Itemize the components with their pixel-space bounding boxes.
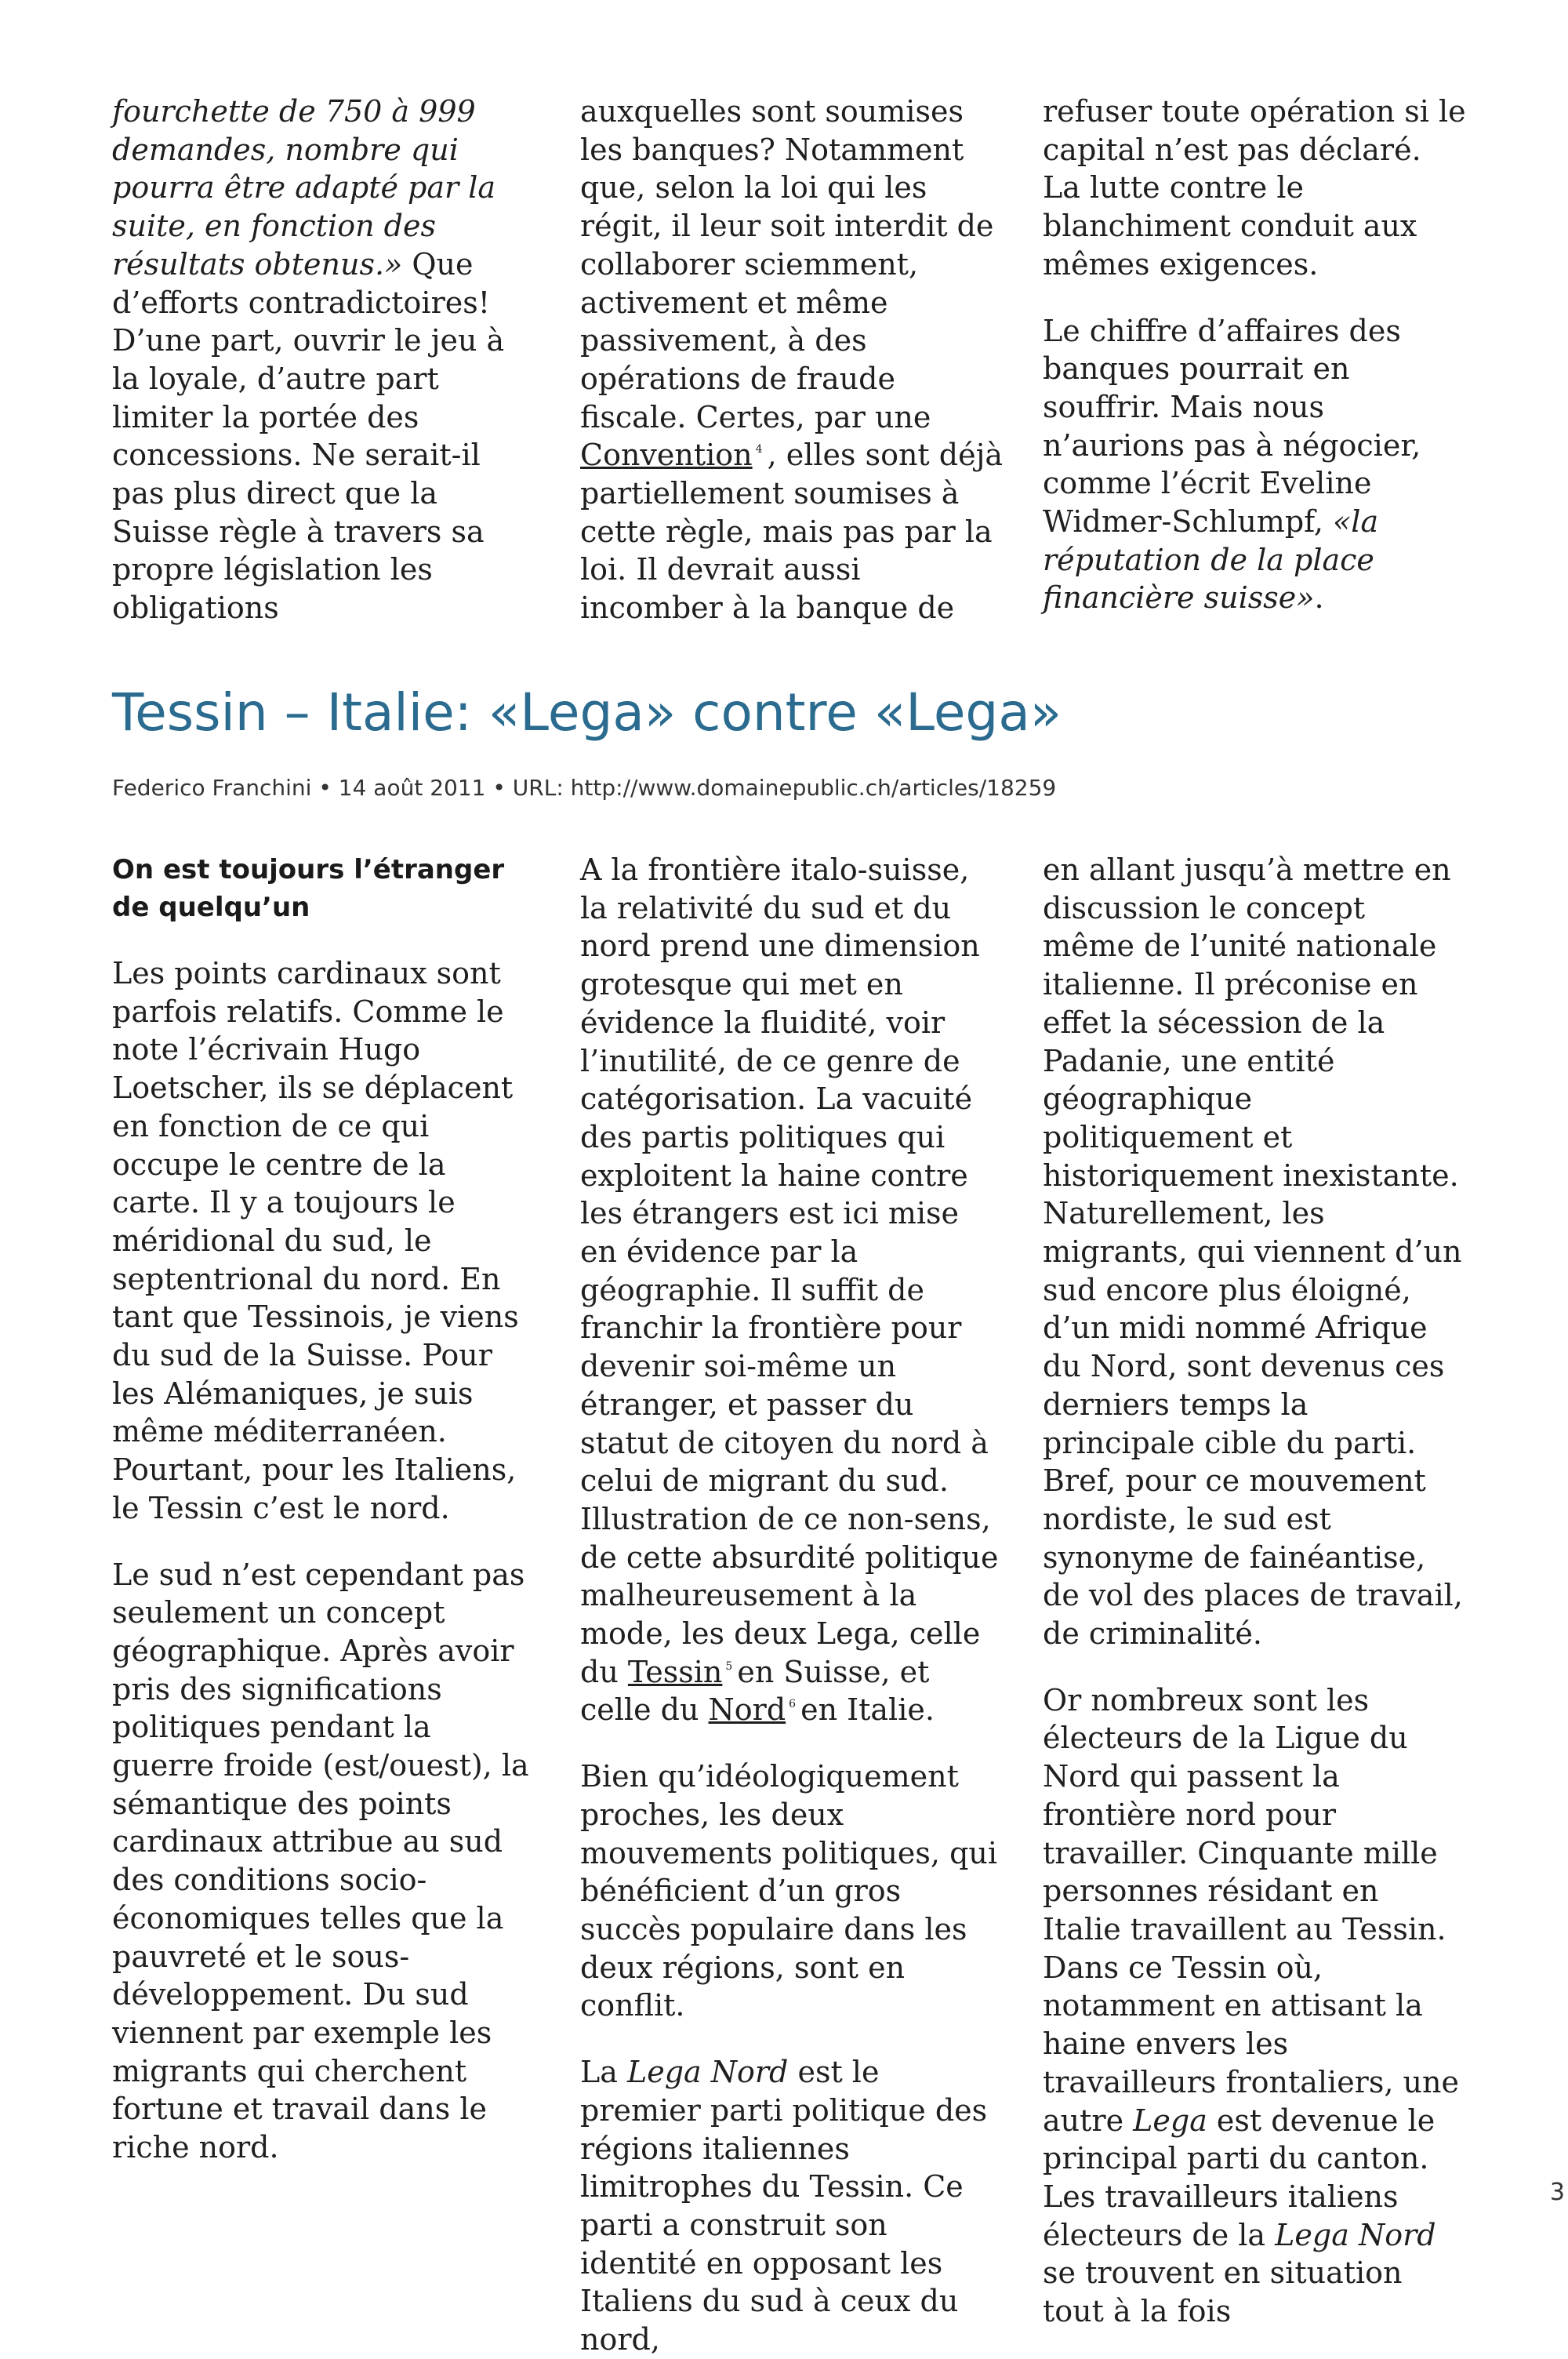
paragraph: Bien qu’idéologiquement proches, les deux mouvements politiques, qui bénéficient d’un gros succès populaire dans les deux régions, sont en conflit.: [580, 1759, 998, 2023]
top-column-1: [112, 93, 535, 627]
quote-text: fourchette de 750 à 999 demandes, nombre qui pourra être adapté par la suite, en fonction des résultats obtenus.»: [112, 94, 496, 282]
text: A la frontière italo-suisse, la relativité du sud et du nord prend une dimension grotesque qui met en évidence la fluidité, voir l’inutilité, de ce genre de catégorisation. La vacuité des partis politiques qui exploitent la haine contre les étrangers est ici mise en évidence par la géographie. Il suffit de franchir la frontière pour devenir soi-même un étranger, et passer du statut de citoyen du nord à celui de migrant du sud. Illustration de ce non-sens, de cette absurdité politique malheureusement à la mode, les deux Lega, celle du: [580, 852, 999, 1689]
text: est devenue le principal parti du canton. Les travailleurs italiens électeurs de la: [1043, 2103, 1436, 2252]
paragraph: [1043, 312, 1466, 618]
text: La: [580, 2055, 627, 2090]
paragraph: [580, 851, 1004, 1729]
article-column-3: [1043, 851, 1466, 2331]
article-column-2: [580, 851, 1004, 2359]
paragraph: en allant jusqu’à mettre en discussion le concept même de l’unité nationale italienne. Il préconise en effet la sécession de la Padanie, une entité géographique politiquement et historiquement inexistante. Naturellement, les migrants, qui viennent d’un sud encore plus éloigné, d’un midi nommé Afrique du Nord, sont devenus ces derniers temps la principale cible du parti. Bref, pour ce mouvement nordiste, le sud est synonyme de fainéantise, de vol des places de travail, de criminalité.: [1043, 852, 1463, 1652]
footnote-6[interactable]: 6: [789, 1698, 797, 1711]
text: Que d’efforts contradictoires! D’une part, ouvrir le jeu à la loyale, d’autre part limiter la portée des concessions. Ne serait-il pas plus direct que la Suisse règle à travers sa propre législation les obligations: [112, 246, 505, 626]
text: Or nombreux sont les électeurs de la Ligue du Nord qui passent la frontière nord pour travailler. Cinquante mille personnes résidant en Italie travaillent au Tessin. Dans ce Tessin où, notamment en attisant la haine envers les travailleurs frontaliers, une autre: [1043, 1682, 1459, 2138]
text: est le premier parti politique des régions italiennes limitrophes du Tessin. Ce parti a construit son identité en opposant les Italiens du sud à ceux du nord,: [580, 2055, 988, 2357]
paragraph: Le sud n’est cependant pas seulement un concept géographique. Après avoir pris des significations politiques pendant la guerre froide (est/ouest), la sémantique des points cardinaux attribue au sud des conditions socio-économiques telles que la pauvreté et le sous-développement. Du sud viennent par exemple les migrants qui cherchent fortune et travail dans le riche nord.: [112, 1557, 529, 2165]
text: .: [1314, 580, 1324, 616]
tessin-link[interactable]: Tessin: [627, 1654, 723, 1689]
quote-text: «la réputation de la place financière suisse»: [1043, 504, 1379, 616]
nord-link[interactable]: Nord: [708, 1692, 786, 1728]
text: en Suisse, et celle du: [580, 1654, 930, 1728]
page-number: 3: [1549, 2179, 1565, 2206]
text: auxquelles sont soumises les banques? Notamment que, selon la loi qui les régit, il leur soit interdit de collaborer sciemment, activement et même passivement, à des opérations de fraude fiscale. Certes, par une: [580, 94, 994, 434]
paragraph: [1043, 1681, 1466, 2331]
article-byline: Federico Franchini • 14 août 2011 • URL: http://www.domainepublic.ch/articles/18259: [112, 775, 1057, 801]
paragraph: [112, 93, 535, 627]
top-column-3: [1043, 93, 1466, 617]
article-subhead: On est toujours l’étranger de quelqu’un: [112, 854, 505, 923]
top-column-2: [580, 93, 1004, 627]
text: en Italie.: [800, 1692, 935, 1728]
article-column-1: [112, 851, 535, 2167]
text: se trouvent en situation tout à la fois: [1043, 2255, 1403, 2329]
footnote-4[interactable]: 4: [755, 443, 763, 456]
paragraph: Les points cardinaux sont parfois relatifs. Comme le note l’écrivain Hugo Loetscher, ils se déplacent en fonction de ce qui occupe le centre de la carte. Il y a toujours le méridional du sud, le septentrional du nord. En tant que Tessinois, je viens du sud de la Suisse. Pour les Alémaniques, je suis même méditerranéen. Pourtant, pour les Italiens, le Tessin c’est le nord.: [112, 956, 519, 1525]
italic-text: Lega Nord: [1275, 2217, 1436, 2252]
paragraph: refuser toute opération si le capital n’est pas déclaré. La lutte contre le blanchiment conduit aux mêmes exigences.: [1043, 94, 1466, 282]
paragraph: [580, 93, 1004, 627]
convention-link[interactable]: Convention: [580, 438, 753, 473]
footnote-5[interactable]: 5: [725, 1659, 733, 1673]
text: , elles sont déjà partiellement soumises à cette règle, mais pas par la loi. Il devrait aussi incomber à la banque de: [580, 438, 1004, 626]
article-title: Tessin – Italie: «Lega» contre «Lega»: [112, 682, 1062, 743]
text: Le chiffre d’affaires des banques pourrait en souffrir. Mais nous n’aurions pas à négocier, comme l’écrit Eveline Widmer-Schlumpf,: [1043, 313, 1421, 540]
italic-text: Lega Nord: [626, 2055, 789, 2090]
paragraph: [580, 2053, 1004, 2359]
italic-text: Lega: [1133, 2103, 1207, 2138]
